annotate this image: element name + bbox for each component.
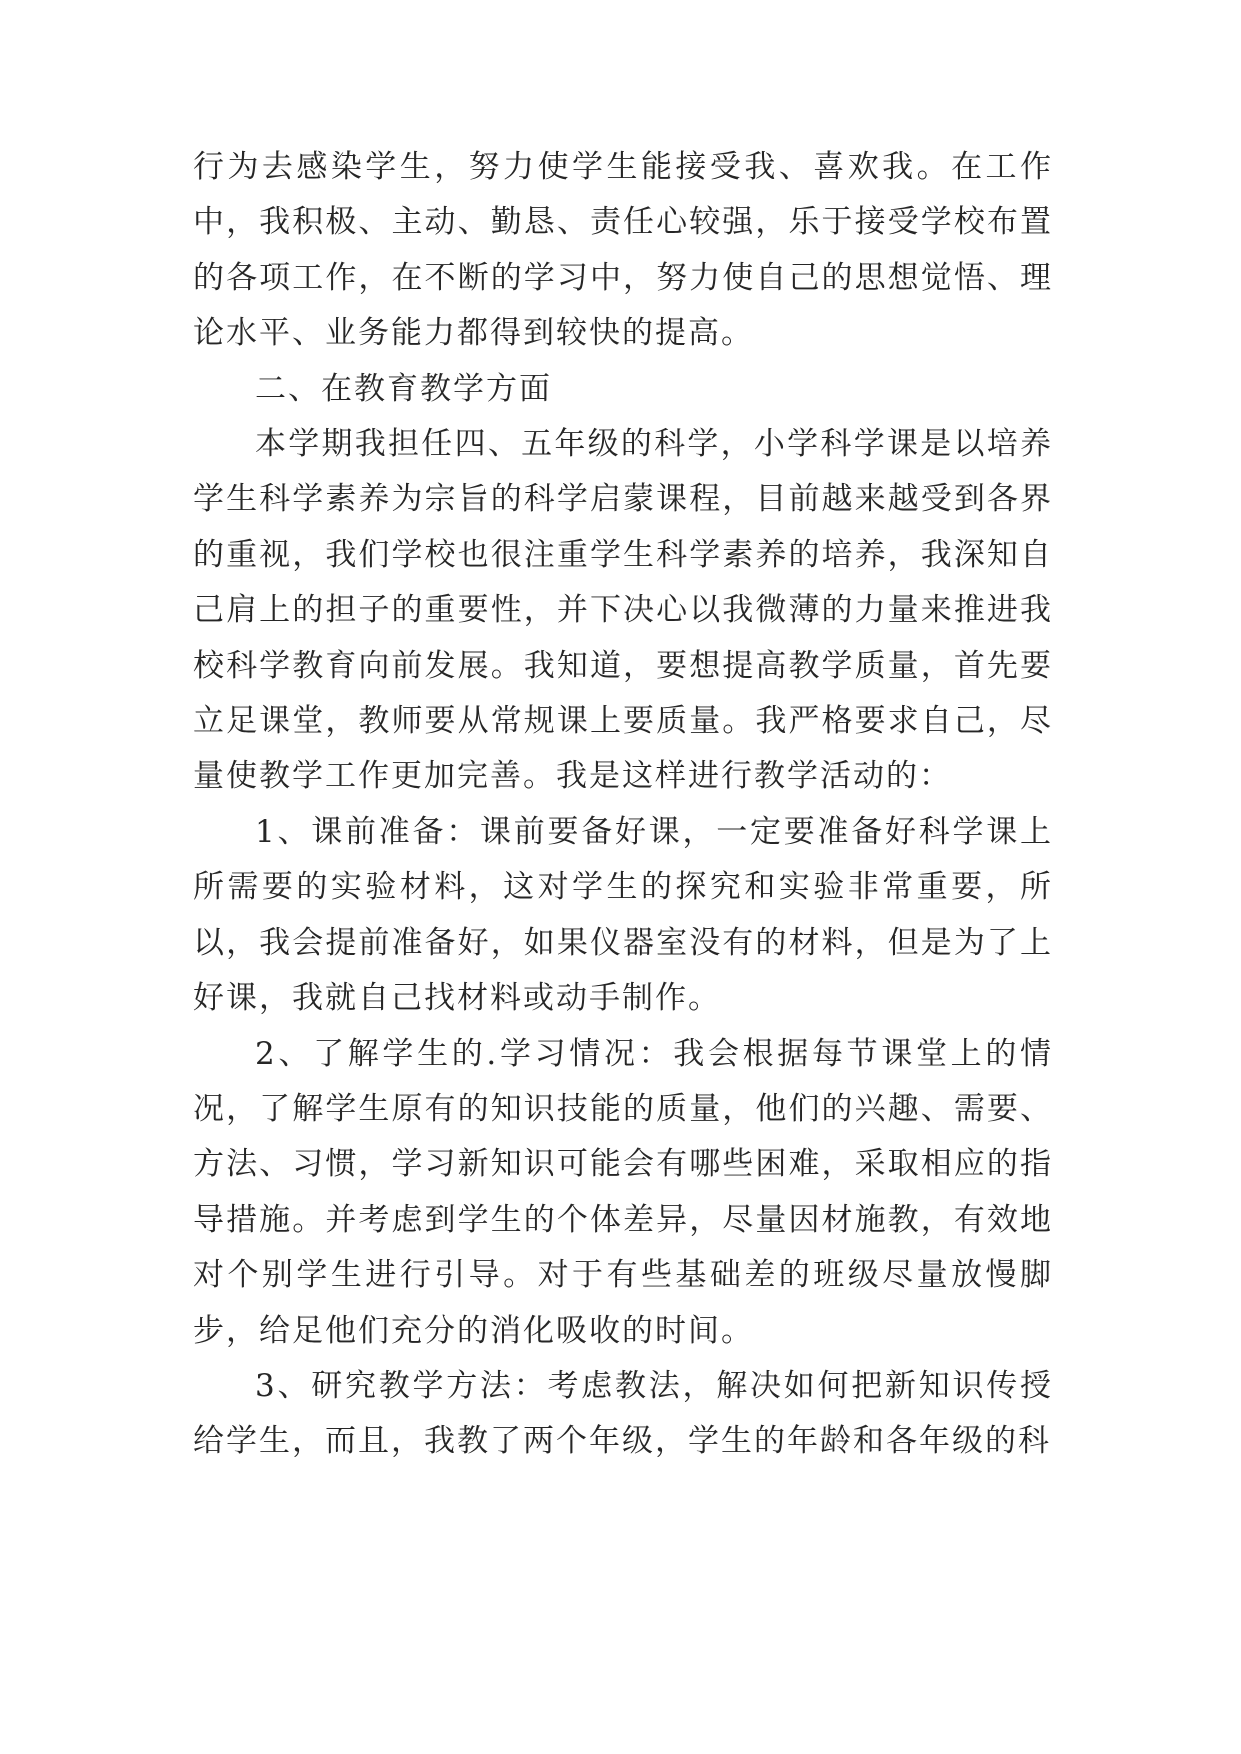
paragraph-intro: 本学期我担任四、五年级的科学，小学科学课是以培养学生科学素养为宗旨的科学启蒙课程，目前越来越受到各界的重视，我们学校也很注重学生科学素养的培养，我深知自己肩上的担子的重要性，并下决心以我微薄的力量来推进我校科学教育向前发展。我知道，要想提高教学质量，首先要立足课堂，教师要从常规课上要质量。我严格要求自己，尽量使教学工作更加完善。我是这样进行教学活动的： xyxy=(193,426,1053,795)
document-body xyxy=(193,140,1053,1470)
section-heading: 二、在教育教学方面 xyxy=(255,370,552,407)
paragraph-continuation: 行为去感染学生，努力使学生能接受我、喜欢我。在工作中，我积极、主动、勤恳、责任心较强，乐于接受学校布置的各项工作，在不断的学习中，努力使自己的思想觉悟、理论水平、业务能力都得到较快的提高。 xyxy=(193,149,1053,352)
paragraph-item-3: 3、研究教学方法：考虑教法，解决如何把新知识传授给学生，而且，我教了两个年级，学生的年龄和各年级的科 xyxy=(193,1367,1053,1460)
paragraph-item-1: 1、课前准备：课前要备好课，一定要准备好科学课上所需要的实验材料，这对学生的探究和实验非常重要，所以，我会提前准备好，如果仪器室没有的材料，但是为了上好课，我就自己找材料或动手制作。 xyxy=(193,813,1053,1017)
paragraph-item-2: 2、了解学生的.学习情况：我会根据每节课堂上的情况，了解学生原有的知识技能的质量，他们的兴趣、需要、方法、习惯，学习新知识可能会有哪些困难，采取相应的指导措施。并考虑到学生的个体差异，尽量因材施教，有效地对个别学生进行引导。对于有些基础差的班级尽量放慢脚步，给足他们充分的消化吸收的时间。 xyxy=(193,1035,1053,1349)
